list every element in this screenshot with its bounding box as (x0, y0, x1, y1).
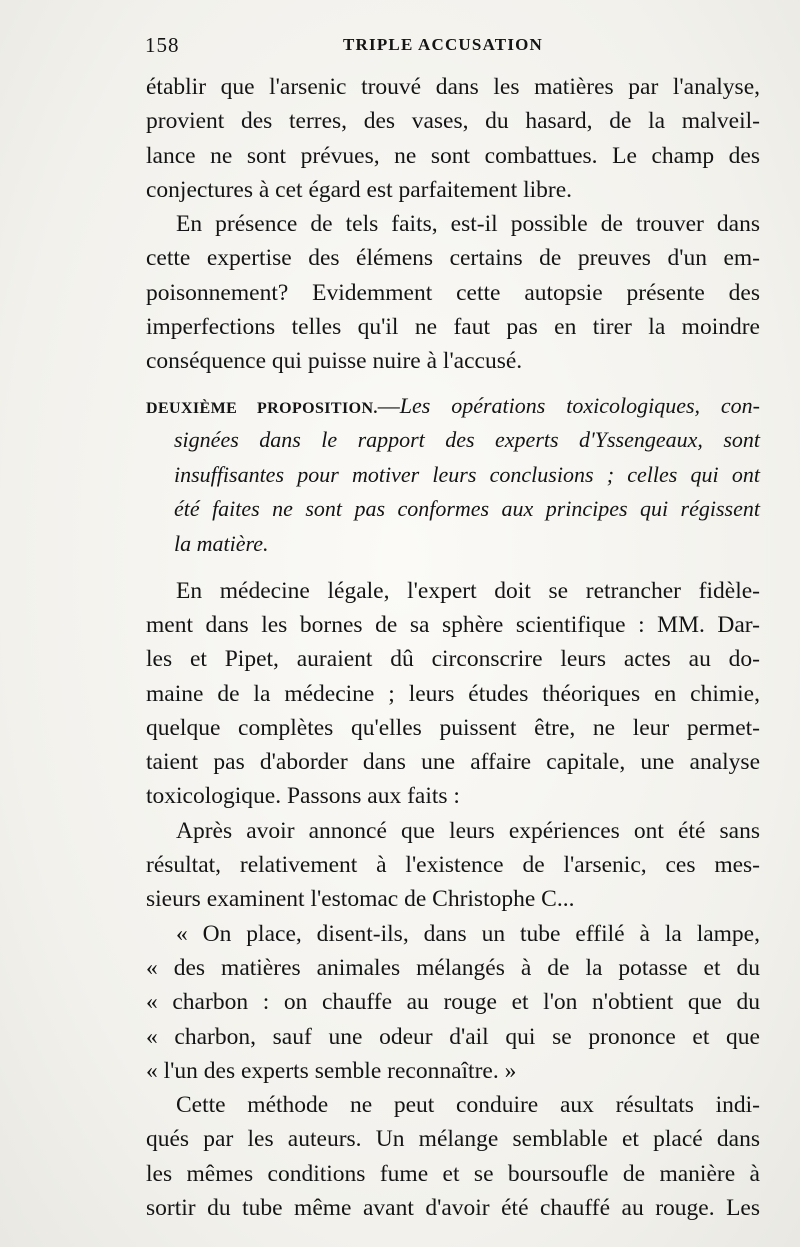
text-line: qués par les auteurs. Un mélange semblable et placé dans (146, 1126, 760, 1153)
proposition-line: été faites ne sont pas conformes aux principes qui régissent (174, 496, 760, 522)
proposition-line: signées dans le rapport des experts d'Yssengeaux, sont (174, 427, 760, 453)
text-line: imperfections telles qu'il ne faut pas en tirer la moindre (146, 314, 760, 341)
text-line: conséquence qui puisse nuire à l'accusé. (146, 348, 523, 375)
proposition-line: insuffisantes pour motiver leurs conclusions ; celles qui ont (174, 461, 760, 487)
proposition-line: la matière. (174, 531, 269, 557)
proposition-text: Les opérations toxicologiques, con- (399, 392, 760, 418)
text-line: maine de la médecine ; leurs études théoriques en chimie, (146, 680, 760, 707)
proposition-block (146, 389, 760, 562)
text-line: toxicologique. Passons aux faits : (146, 783, 460, 810)
proposition-heading-line (146, 389, 760, 424)
text-line: sortir du tube même avant d'avoir été chauffé au rouge. Les (146, 1194, 760, 1221)
text-line: provient des terres, des vases, du hasard, de la malveil- (146, 108, 760, 135)
paragraph (146, 1088, 760, 1225)
text-line: En médecine légale, l'expert doit se retrancher fidèle- (176, 577, 760, 604)
paragraph-continuation (146, 70, 760, 207)
body-text (146, 70, 760, 1225)
quote-line: « charbon, sauf une odeur d'ail qui se prononce et que (146, 1023, 760, 1050)
quote-line: « l'un des experts semble reconnaître. » (146, 1057, 517, 1084)
paragraph (146, 814, 760, 917)
text-line: établir que l'arsenic trouvé dans les matières par l'analyse, (146, 74, 760, 100)
proposition-dash: — (377, 392, 400, 418)
paragraph (146, 574, 760, 814)
text-line: cette expertise des élémens certains de preuves d'un em- (146, 245, 760, 272)
paragraph (146, 207, 760, 378)
proposition-label: DEUXIÈME PROPOSITION. (146, 399, 378, 417)
page-header (145, 33, 760, 63)
text-line: lance ne sont prévues, ne sont combattues. Le champ des (146, 142, 760, 169)
page-number: 158 (145, 33, 180, 57)
text-line: résultat, relativement à l'existence de l'arsenic, ces mes- (146, 852, 760, 879)
quotation (146, 917, 760, 1088)
text-line: ment dans les bornes de sa sphère scientifique : MM. Dar- (146, 611, 760, 638)
text-line: sieurs examinent l'estomac de Christophe C... (146, 886, 575, 913)
text-line: Après avoir annoncé que leurs expériences ont été sans (176, 817, 760, 844)
text-line: quelque complètes qu'elles puissent être, ne leur permet- (146, 714, 760, 741)
quote-line: « charbon : on chauffe au rouge et l'on n'obtient que du (146, 989, 760, 1016)
text-line: conjectures à cet égard est parfaitement libre. (146, 176, 573, 203)
text-line: En présence de tels faits, est-il possible de trouver dans (176, 211, 760, 238)
quote-line: « On place, disent-ils, dans un tube effilé à la lampe, (176, 920, 760, 947)
text-line: taient pas d'aborder dans une affaire capitale, une analyse (146, 749, 760, 776)
text-line: Cette méthode ne peut conduire aux résultats indi- (176, 1092, 760, 1119)
text-line: poisonnement? Evidemment cette autopsie présente des (146, 279, 760, 306)
running-title: TRIPLE ACCUSATION (343, 35, 544, 54)
text-line: les et Pipet, auraient dû circonscrire leurs actes au do- (146, 646, 760, 673)
text-line: les mêmes conditions fume et se boursoufle de manière à (146, 1160, 760, 1187)
quote-line: « des matières animales mélangés à de la potasse et du (146, 954, 760, 981)
